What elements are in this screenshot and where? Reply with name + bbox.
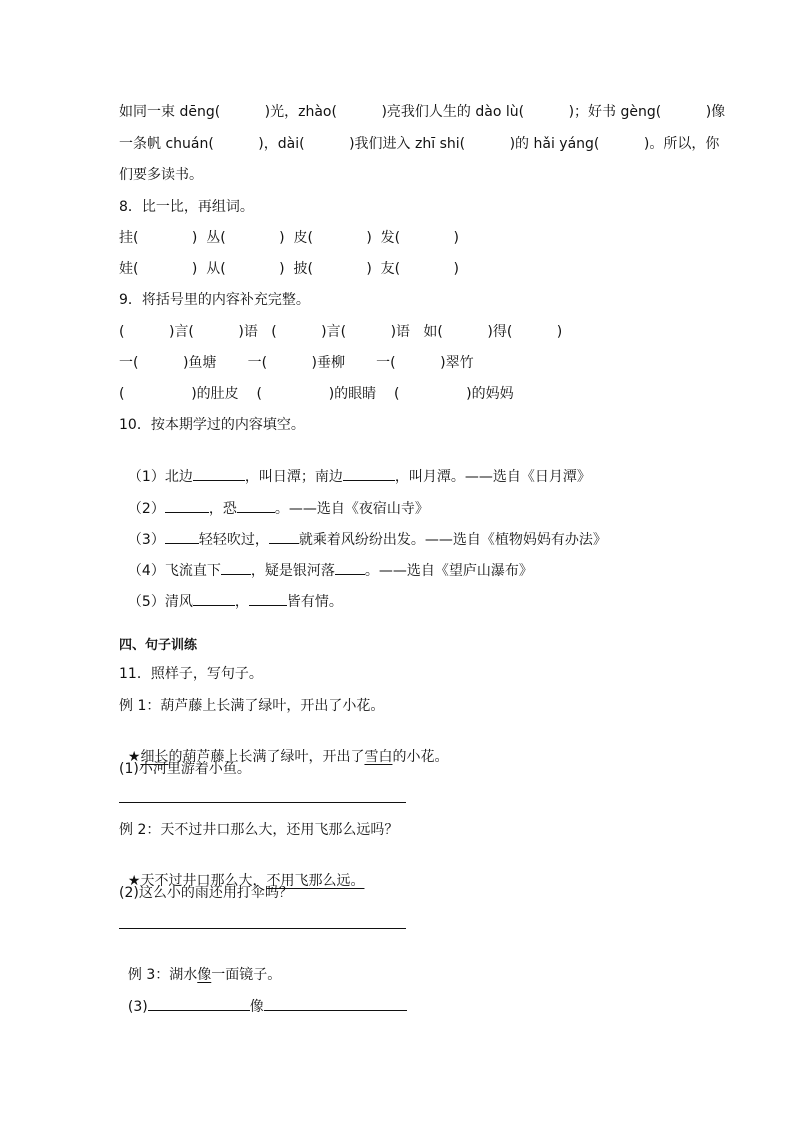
prompt-text: 像	[249, 999, 264, 1015]
q11-title: 11．照样子，写句子。	[119, 666, 263, 682]
q10-item-5	[119, 571, 343, 612]
fill-blank[interactable]	[193, 591, 235, 606]
q10-item-3-b: 轻轻吹过，	[198, 532, 269, 548]
q10-item-3-c: 就乘着风纷纷出发。——选自《植物妈妈有办法》	[298, 532, 607, 548]
q10-item-5-c: 皆有情。	[286, 594, 343, 610]
q9-row-3: ( )的肚皮 ( )的眼睛 ( )的妈妈	[119, 386, 514, 402]
example-text: 一面镜子。	[211, 967, 282, 983]
fill-blank[interactable]	[264, 996, 407, 1011]
q10-item-2-b: ，恐	[208, 501, 237, 517]
underlined-word: 雪白	[364, 749, 393, 765]
q9-row-1: ( )言( )语 ( )言( )语 如( )得( )	[119, 324, 563, 340]
q11-prompt-1: (1)小河里游着小鱼。	[119, 761, 251, 777]
q8-row-2: 娃( ) 从( ) 披( ) 友( )	[119, 261, 460, 277]
q11-example-1: 例 1：葫芦藤上长满了绿叶，开出了小花。	[119, 698, 385, 714]
q10-item-4-b: ，疑是银河落	[250, 563, 335, 579]
prompt-number: (3)	[127, 999, 148, 1015]
q11-prompt-3	[119, 976, 407, 1017]
reading-line-1: 如同一束 dēng( )光，zhào( )亮我们人生的 dào lù( )；好书 gèng( )像	[119, 104, 726, 120]
model-text: 的葫芦藤上长满了绿叶，开出了	[168, 749, 365, 765]
q10-item-1-c: ，叫月潭。——选自《日月潭》	[394, 469, 591, 485]
q10-item-3-a: （3）	[127, 532, 165, 548]
q10-item-2-c: 。——选自《夜宿山寺》	[274, 501, 429, 517]
underlined-word: 像	[197, 967, 212, 983]
model-text: 天不过井口那么大，	[140, 873, 267, 889]
underlined-phrase: 不用飞那么远。	[266, 873, 365, 889]
q9-row-2: 一( )鱼塘 一( )垂柳 一( )翠竹	[119, 355, 474, 371]
q10-item-4-c: 。——选自《望庐山瀑布》	[364, 563, 533, 579]
q10-item-4-a: （4）飞流直下	[127, 563, 221, 579]
section-heading: 四、句子训练	[119, 638, 198, 653]
q10-item-1-b: ，叫日潭；南边	[244, 469, 343, 485]
model-text: 的小花。	[392, 749, 449, 765]
q11-example-2: 例 2：天不过井口那么大，还用飞那么远吗？	[119, 822, 399, 838]
underlined-word: 细长	[140, 749, 169, 765]
reading-line-3: 们要多读书。	[119, 167, 203, 183]
star-icon: ★	[127, 873, 141, 889]
q10-item-5-a: （5）清风	[127, 594, 193, 610]
q10-item-2-a: （2）	[127, 501, 165, 517]
q8-row-1: 挂( ) 丛( ) 皮( ) 发( )	[119, 230, 460, 246]
star-icon: ★	[127, 749, 141, 765]
answer-line-2[interactable]	[119, 928, 406, 929]
example-text: 例 3：湖水	[127, 967, 198, 983]
q9-title: 9．将括号里的内容补充完整。	[119, 292, 310, 308]
q11-prompt-2: (2)这么小的雨还用打伞吗？	[119, 885, 293, 901]
fill-blank[interactable]	[148, 996, 250, 1011]
reading-line-2: 一条帆 chuán( )，dài( )我们进入 zhī shi( )的 hǎi yáng( )。所以，你	[119, 136, 720, 152]
answer-line-1[interactable]	[119, 802, 406, 803]
q10-item-5-b: ，	[234, 594, 249, 610]
q10-title: 10．按本期学过的内容填空。	[119, 417, 305, 433]
q8-title: 8．比一比，再组词。	[119, 199, 254, 215]
fill-blank[interactable]	[249, 591, 287, 606]
q10-item-1-a: （1）北边	[127, 469, 193, 485]
